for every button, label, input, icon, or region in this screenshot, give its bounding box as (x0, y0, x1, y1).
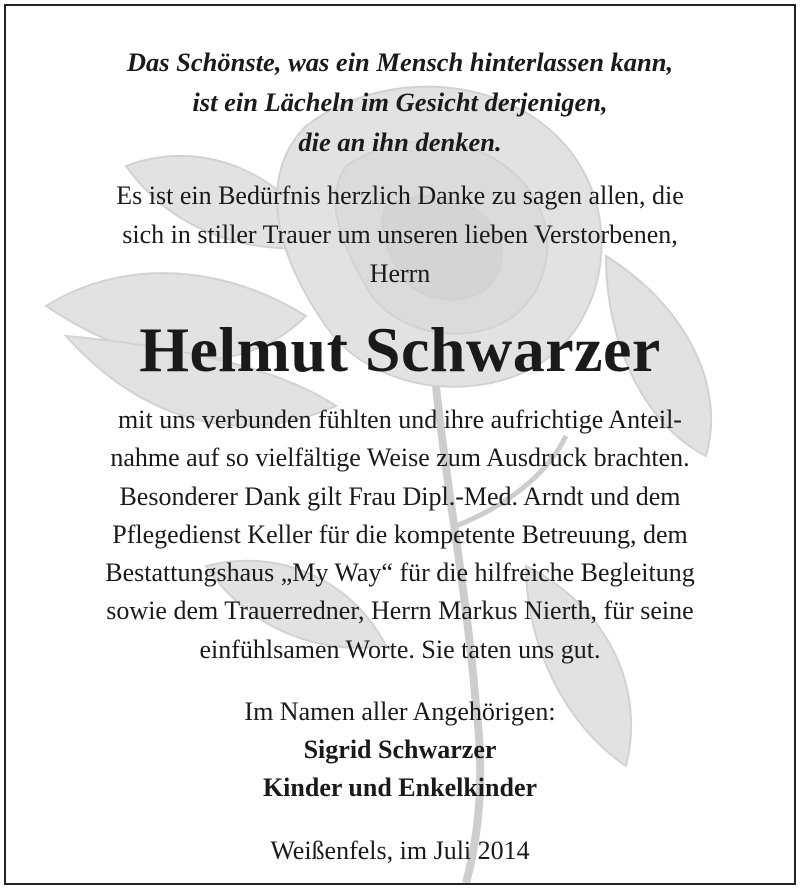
intro-line: sich in stiller Trauer um unseren lieben Verstorbenen, (122, 220, 678, 249)
motto-line: die an ihn denken. (298, 127, 502, 157)
body-line: Besonderer Dank gilt Frau Dipl.-Med. Arndt und dem (119, 481, 681, 511)
obituary-notice (4, 4, 796, 885)
body-line: Pflegedienst Keller für die kompetente Betreuung, dem (112, 519, 688, 549)
body-line: einfühlsamen Worte. Sie taten uns gut. (199, 634, 601, 664)
body-line: sowie dem Trauerredner, Herrn Markus Nierth, für seine (106, 596, 694, 626)
body-line: mit uns verbunden fühlten und ihre aufrichtige Anteil- (118, 405, 682, 434)
intro-line: Herrn (369, 259, 431, 288)
signature-name: Sigrid Schwarzer (303, 735, 497, 764)
motto-line: ist ein Lächeln im Gesicht derjenigen, (192, 87, 608, 117)
body-line: Bestattungshaus „My Way“ für die hilfreiche Begleitung (105, 558, 695, 588)
signature-family: Kinder und Enkelkinder (262, 773, 538, 802)
motto-quote (6, 42, 794, 162)
intro-line: Es ist ein Bedürfnis herzlich Danke zu sagen allen, die (116, 181, 684, 210)
body-text (6, 401, 794, 669)
signature-intro: Im Namen aller Angehörigen: (244, 697, 556, 726)
intro-text (6, 176, 794, 293)
signature-block (6, 693, 794, 807)
place-date: Weißenfels, im Juli 2014 (270, 836, 530, 865)
body-line: nahme auf so vielfältige Weise zum Ausdruck brachten. (110, 443, 690, 473)
deceased-name: Helmut Schwarzer (139, 314, 661, 385)
motto-line: Das Schönste, was ein Mensch hinterlassen kann, (126, 47, 674, 77)
